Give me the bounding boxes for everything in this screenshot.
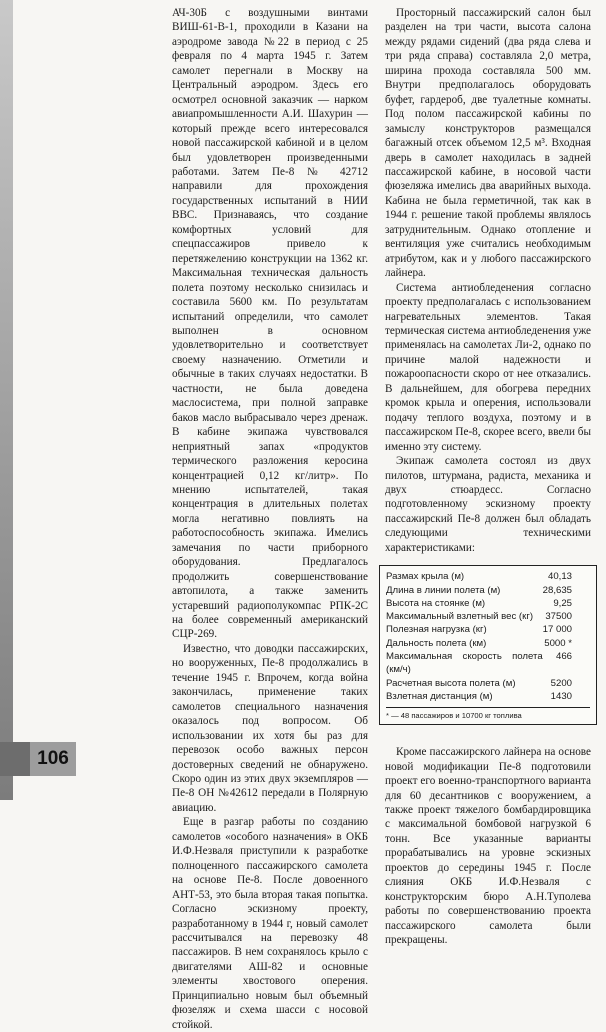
spec-value: 28,635 — [542, 584, 572, 596]
spec-row — [386, 690, 590, 703]
spec-value: 9,25 — [553, 597, 572, 609]
paragraph: АЧ-30Б с воздушными винтами ВИШ-61-В-1, проходили в Казани на аэродроме завода №22 в период с 25 февраля по 4 марта 1945 г. Затем самолет перегнали в Москву на Центральный аэродром. Здесь его осмотрел основной заказчик — нарком авиапромышленности А.И. Шахурин — который прежде всего интересовался новой пассажирской кабиной и в целом был удовлетворен произведенными работами. Затем Пе-8 № 42712 направили для прохождения государственных испытаний в НИИ ВВС. Признаваясь, что создание комфортных условий для спецпассажиров привело к перетяжелению конструкции на 1362 кг. Максимальная техническая дальность полета поэтому несколько снизилась и составила 5600 км. По результатам испытаний определили, что самолет выполнен в основном удовлетворительно и соответствует своему назначению. Отметили и обычные в таких случаях недостатки. В частности, не была доведена маслосистема, при полной заправке баков масло выбрасывало через дренаж. В кабине экипажа чувствовался неприятный запах «продуктов термического разложения керосина концентрацией 0,12 кг/литр». По мнению испытателей, такая концентрация в длительных полетах могла негативно повлиять на работоспособность экипажа. Имелись замечания по части приборного оборудования. Предлагалось продолжить совершенствование автопилота, а также заменить устаревший радиополукомпас РПК-2С на более современный американский СЦР-269. — [172, 7, 368, 641]
spec-label: Максимальная скорость полета (км/ч) — [386, 651, 543, 676]
paragraph: Система антиобледенения согласно проекту предполагалась с использованием нагревательных элементов. Такая термическая система антиобледенения уже применялась на самолетах Ли-2, однако по причине малой надежности и пожароопасности скоро от нее отказались. В дальнейшем, для обогрева передних кромок крыла и оперения, использовали подачу теплого воздуха, поэтому и в пассажирском Пе-8, скорее всего, ввели бы именно эту систему. — [385, 281, 591, 453]
paragraph: Еще в разгар работы по созданию самолетов «особого назначения» в ОКБ И.Ф.Незваля приступили к разработке полноценного пассажирского самолета на основе Пе-8. После довоенного АНТ-53, это была вторая такая попытка. Согласно эскизному проекту, разработанному в 1944 г, новый самолет рассчитывался на перевозку 48 пассажиров. В нем сохранялось крыло с двигателями АШ-82 и основные элементы хвостового оперения. Принципиально новым был объемный фюзеляж и схема шасси с носовой стойкой. — [172, 816, 368, 1031]
spec-label: Дальность полета (км) — [386, 637, 487, 649]
spec-label: Расчетная высота полета (м) — [386, 677, 516, 689]
spec-row — [386, 584, 590, 597]
spec-value: 37500 — [545, 611, 572, 623]
specs-footnote: * — 48 пассажиров и 10700 кг топлива — [386, 711, 522, 721]
page-edge-band — [0, 0, 13, 800]
spec-value: 466 — [555, 651, 572, 662]
spec-row — [386, 597, 590, 610]
right-text-column — [385, 6, 591, 948]
specifications-table — [386, 570, 590, 703]
spec-label: Высота на стоянке (м) — [386, 597, 486, 609]
paragraph: Экипаж самолета состоял из двух пилотов, штурмана, радиста, механика и двух стюардесс. Согласно подготовленному эскизному проекту пассажирский Пе-8 должен был обладать следующими техническими характеристиками: — [385, 455, 591, 554]
spec-value: 40,13 — [547, 571, 572, 583]
spec-value: 5200 — [550, 677, 572, 689]
spec-row — [386, 623, 590, 636]
spec-row — [386, 610, 590, 623]
footnote-divider — [386, 707, 590, 708]
spec-row — [386, 570, 590, 583]
spec-value: 5000 * — [544, 637, 572, 649]
paragraph: Кроме пассажирского лайнера на основе новой модификации Пе-8 подготовили проект его военно-транспортного варианта для 60 десантников с вооружением, а также проект тяжелого бомбардировщика с максимальной бомбовой нагрузкой 6 тонн. Все указанные варианты прорабатывались на уровне эскизных проектов до середины 1945 г. После слияния ОКБ И.Ф.Незваля с конструкторским бюро А.Н.Туполева работы по совершенствованию проекта пассажирского самолета были прекращены. — [385, 746, 591, 947]
paragraph: Просторный пассажирский салон был разделен на три части, высота салона между рядами сидений (два ряда слева и три ряда справа) составляла 2,0 метра, ширина прохода составляла 500 мм. Внутри предполагалось оборудовать буфет, гардероб, две туалетные комнаты. Под полом пассажирской кабины по замыслу конструкторов размещался багажный отсек объемом 12,5 м³. Входная дверь в самолет находилась в задней пассажирской кабине, в носовой части фюзеляжа имелись два аварийных выхода. Кабина не была герметичной, так как в 1944 г. решение такой проблемы являлось затруднительным. Однако отопление и вентиляция уже считались необходимым атрибутом, как и у любого пассажирского лайнера. — [385, 7, 591, 280]
specifications-box — [379, 565, 597, 725]
spec-label: Длина в линии полета (м) — [386, 584, 501, 596]
page-number: 106 — [30, 742, 76, 776]
spec-label: Полезная нагрузка (кг) — [386, 624, 487, 636]
spec-label: Максимальный взлетный вес (кг) — [386, 611, 534, 623]
spec-row — [386, 637, 590, 650]
spec-label: Взлетная дистанция (м) — [386, 690, 493, 702]
paragraph: Известно, что доводки пассажирских, но вооруженных, Пе-8 продолжались в течение 1945 г. Впрочем, когда война закончилась, применение таких самолетов специального назначения оказалось под вопросом. Об использовании их хотя бы раз для перевозок особо важных персон достоверных сведений не обнаружено. Скоро один из этих двух экземпляров — Пе-8 ОН №42612 передали в Полярную авиацию. — [172, 642, 368, 814]
closing-text — [385, 745, 591, 947]
spec-value: 1430 — [550, 690, 572, 702]
spec-row — [386, 650, 590, 677]
spec-label: Размах крыла (м) — [386, 571, 465, 583]
spec-row — [386, 677, 590, 690]
spec-value: 17 000 — [542, 624, 572, 636]
left-text-column — [172, 6, 368, 1032]
